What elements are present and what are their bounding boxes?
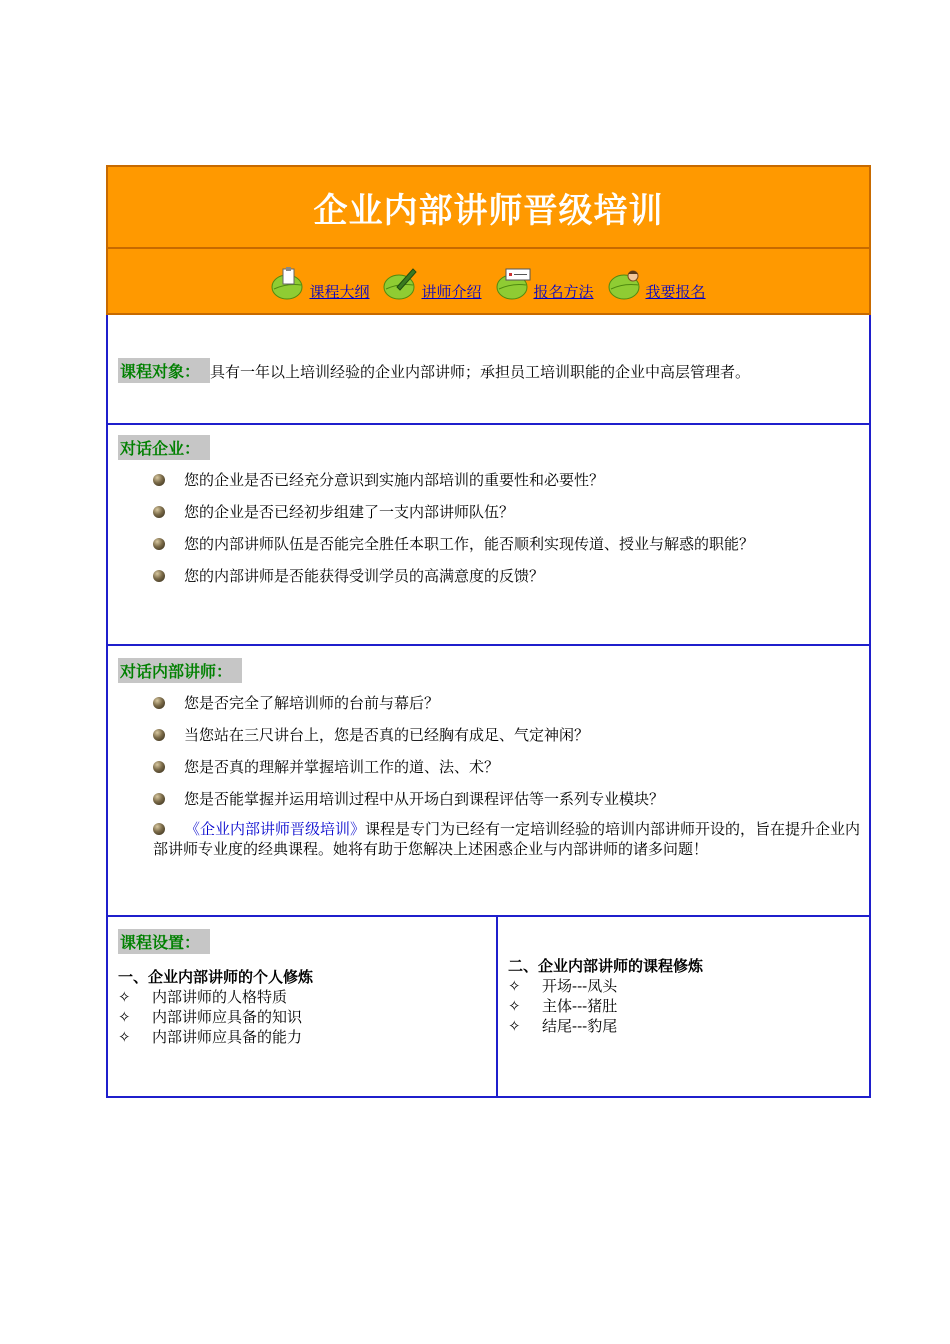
setup-heading: 课程设置： [118,929,210,954]
diamond-star-icon: ✧ [508,977,521,995]
setup-item-text: 内部讲师应具备的能力 [152,1028,303,1046]
audience-heading: 课程对象： [118,358,210,383]
bullet-ball-icon [153,570,165,582]
list-item [118,1007,496,1027]
list-item [118,500,869,524]
question-text: 您的内部讲师是否能获得受训学员的高满意度的反馈？ [184,567,545,585]
course-name-link: 《企业内部讲师晋级培训》 [185,820,366,838]
bullet-ball-icon [153,761,165,773]
leaf-person-icon [608,265,644,301]
title-row [108,167,869,249]
nav-link-outline[interactable]: 课程大纲 [309,283,370,301]
bullet-ball-icon [153,506,165,518]
bullet-ball-icon [153,474,165,486]
list-item [118,987,496,1007]
list-item [508,996,869,1016]
question-text: 您是否完全了解培训师的台前与幕后？ [184,694,440,712]
setup-item-text: 内部讲师的人格特质 [152,988,288,1006]
setup-left-title: 一、企业内部讲师的个人修炼 [118,968,314,986]
nav-bar [108,249,869,313]
list-item [118,787,869,811]
setup-right-title: 二、企业内部讲师的课程修炼 [508,957,704,975]
list-item [118,1027,496,1047]
leaf-clipboard-icon [271,265,307,301]
list-item [508,976,869,996]
nav-item-signup[interactable] [608,265,706,301]
diamond-star-icon: ✧ [118,1008,131,1026]
list-item [118,468,869,492]
bullet-ball-icon [153,538,165,550]
section-trainer-dialog [106,646,871,917]
diamond-star-icon: ✧ [508,997,521,1015]
leaf-card-icon [496,265,532,301]
diamond-star-icon: ✧ [118,1028,131,1046]
setup-item-text: 开场---凤头 [542,977,618,995]
trainer-question-list [118,691,869,811]
setup-item-text: 结尾---豹尾 [542,1017,618,1035]
course-header [106,165,871,315]
list-item [118,723,869,747]
section-audience [106,315,871,425]
section-enterprise-dialog [106,425,871,646]
enterprise-question-list [118,468,869,588]
course-document [106,165,871,1098]
bullet-ball-icon [153,793,165,805]
bullet-ball-icon [153,697,165,709]
nav-link-signup[interactable]: 我要报名 [645,283,706,301]
setup-right-column [498,917,869,1096]
setup-item-text: 内部讲师应具备的知识 [152,1008,303,1026]
enterprise-heading: 对话企业： [118,435,210,460]
setup-item-text: 主体---猪肚 [542,997,618,1015]
nav-item-outline[interactable] [271,265,369,301]
question-text: 您的企业是否已经充分意识到实施内部培训的重要性和必要性？ [184,471,605,489]
bullet-ball-icon [153,823,165,835]
list-item [118,532,869,556]
nav-item-signup-method[interactable] [496,265,594,301]
diamond-star-icon: ✧ [118,988,131,1006]
list-item [508,1016,869,1036]
audience-text: 具有一年以上培训经验的企业内部讲师；承担员工培训职能的企业中高层管理者。 [210,363,751,381]
list-item [118,691,869,715]
question-text: 您的企业是否已经初步组建了一支内部讲师队伍？ [184,503,515,521]
nav-item-trainer[interactable] [383,265,481,301]
course-summary [118,819,869,859]
trainer-heading: 对话内部讲师： [118,658,242,683]
nav-link-signup-method[interactable]: 报名方法 [533,283,594,301]
question-text: 您是否真的理解并掌握培训工作的道、法、术？ [184,758,500,776]
section-course-setup [106,917,871,1098]
nav-link-trainer[interactable]: 讲师介绍 [421,283,482,301]
question-text: 当您站在三尺讲台上，您是否真的已经胸有成足、气定神闲？ [184,726,590,744]
diamond-star-icon: ✧ [508,1017,521,1035]
question-text: 您是否能掌握并运用培训过程中从开场白到课程评估等一系列专业模块？ [184,790,665,808]
list-item [118,755,869,779]
leaf-pen-icon [383,265,419,301]
list-item [118,564,869,588]
question-text: 您的内部讲师队伍是否能完全胜任本职工作，能否顺利实现传道、授业与解惑的职能？ [184,535,755,553]
page-title: 企业内部讲师晋级培训 [313,190,664,231]
bullet-ball-icon [153,729,165,741]
setup-left-column [108,917,498,1096]
course-summary-text: 课程是专门为已经有一定培训经验的培训内部讲师开设的，旨在提升企业内部讲师专业度的经典课程。她将有助于您解决上述困惑企业与内部讲师的诸多问题！ [153,820,861,858]
